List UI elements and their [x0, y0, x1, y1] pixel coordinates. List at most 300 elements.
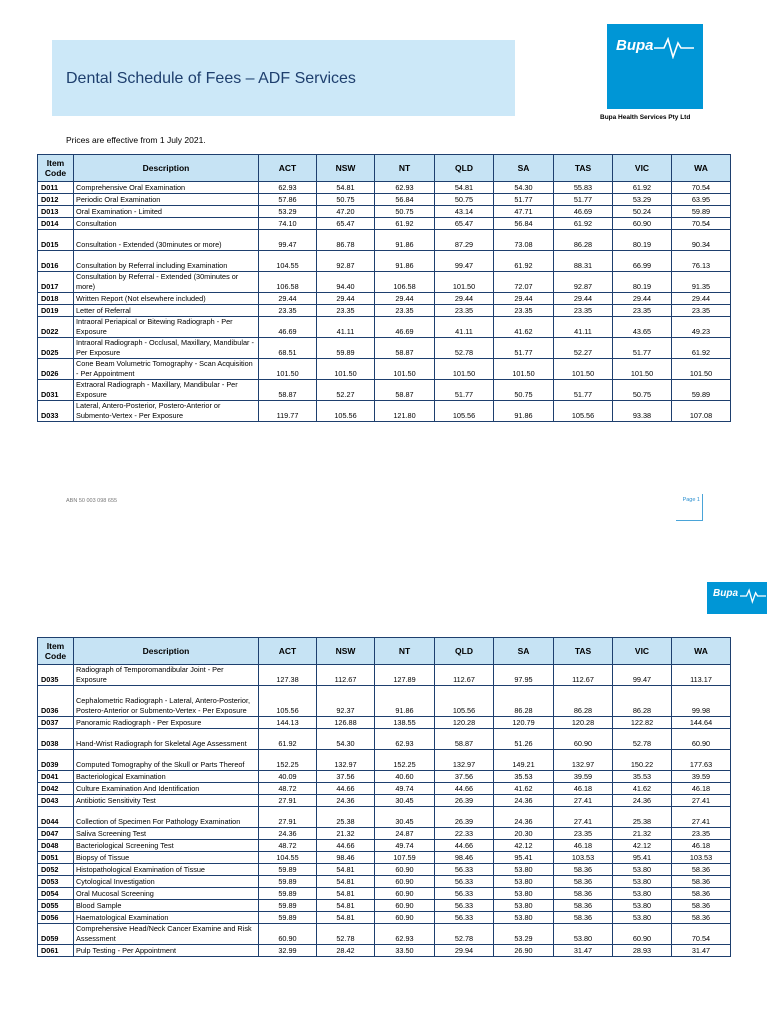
fee-vic: 53.80: [613, 900, 672, 912]
fee-act: 119.77: [259, 401, 317, 422]
item-code: D022: [38, 317, 74, 338]
fee-wa: 101.50: [672, 359, 731, 380]
item-code: D035: [38, 665, 74, 686]
item-description: Lateral, Antero-Posterior, Postero-Anterior or Submento-Vertex - Per Exposure: [74, 401, 259, 422]
fee-wa: 49.23: [672, 317, 731, 338]
fee-act: 144.13: [259, 717, 317, 729]
table-row: [38, 293, 731, 305]
item-description: Intraoral Periapical or Bitewing Radiograph - Per Exposure: [74, 317, 259, 338]
bupa-logo-text: Bupa: [616, 37, 654, 54]
fee-wa: 58.36: [672, 864, 731, 876]
item-code: D044: [38, 807, 74, 828]
fee-nsw: 54.81: [317, 182, 375, 194]
table-row: [38, 359, 731, 380]
table-row: [38, 852, 731, 864]
table-row: [38, 924, 731, 945]
fee-nsw: 132.97: [317, 750, 375, 771]
item-code: D052: [38, 864, 74, 876]
fee-sa: 29.44: [494, 293, 554, 305]
table-body: [38, 182, 731, 422]
item-code: D061: [38, 945, 74, 957]
fee-sa: 53.80: [494, 912, 554, 924]
page-number: Page 1: [682, 497, 700, 503]
fee-wa: 177.63: [672, 750, 731, 771]
fee-wa: 144.64: [672, 717, 731, 729]
item-code: D013: [38, 206, 74, 218]
table-row: [38, 828, 731, 840]
fee-wa: 58.36: [672, 900, 731, 912]
fee-nt: 56.84: [375, 194, 435, 206]
fee-nt: 62.93: [375, 182, 435, 194]
item-description: Consultation - Extended (30minutes or more): [74, 230, 259, 251]
fee-tas: 31.47: [554, 945, 613, 957]
abn-text: ABN 50 003 098 655: [66, 498, 118, 504]
item-description: Computed Tomography of the Skull or Parts Thereof: [74, 750, 259, 771]
column-header: WA: [672, 155, 731, 182]
table-row: [38, 771, 731, 783]
fee-nt: 40.60: [375, 771, 435, 783]
fee-tas: 92.87: [554, 272, 613, 293]
item-description: Cephalometric Radiograph - Lateral, Antero-Posterior, Postero-Anterior or Submento-Vertex - Per Exposure: [74, 686, 259, 717]
item-description: Oral Mucosal Screening: [74, 888, 259, 900]
column-header: Description: [74, 155, 259, 182]
item-description: Culture Examination And Identification: [74, 783, 259, 795]
fee-tas: 29.44: [554, 293, 613, 305]
fee-sa: 23.35: [494, 305, 554, 317]
table-row: [38, 876, 731, 888]
table-row: [38, 218, 731, 230]
column-header: VIC: [613, 155, 672, 182]
fee-nt: 121.80: [375, 401, 435, 422]
fee-wa: 70.54: [672, 218, 731, 230]
item-description: Periodic Oral Examination: [74, 194, 259, 206]
column-header: WA: [672, 638, 731, 665]
fee-nt: 50.75: [375, 206, 435, 218]
fee-tas: 58.36: [554, 864, 613, 876]
fee-nt: 138.55: [375, 717, 435, 729]
fee-qld: 120.28: [435, 717, 494, 729]
table-row: [38, 945, 731, 957]
fee-act: 99.47: [259, 230, 317, 251]
fee-nt: 29.44: [375, 293, 435, 305]
fee-sa: 42.12: [494, 840, 554, 852]
fee-qld: 56.33: [435, 900, 494, 912]
fee-act: 106.58: [259, 272, 317, 293]
item-code: D036: [38, 686, 74, 717]
fee-act: 104.55: [259, 852, 317, 864]
table-row: [38, 272, 731, 293]
fee-wa: 46.18: [672, 783, 731, 795]
table-row: [38, 251, 731, 272]
fee-sa: 53.80: [494, 900, 554, 912]
fee-tas: 58.36: [554, 912, 613, 924]
fee-sa: 50.75: [494, 380, 554, 401]
fee-nsw: 25.38: [317, 807, 375, 828]
fee-wa: 103.53: [672, 852, 731, 864]
fee-wa: 27.41: [672, 807, 731, 828]
fee-nsw: 98.46: [317, 852, 375, 864]
fee-act: 59.89: [259, 912, 317, 924]
fee-nsw: 126.88: [317, 717, 375, 729]
fee-sa: 41.62: [494, 783, 554, 795]
fee-nsw: 44.66: [317, 840, 375, 852]
fee-vic: 51.77: [613, 338, 672, 359]
table-row: [38, 900, 731, 912]
item-code: D041: [38, 771, 74, 783]
fee-tas: 58.36: [554, 876, 613, 888]
table-row: [38, 401, 731, 422]
title-band: [52, 40, 515, 116]
column-header: ACT: [259, 638, 317, 665]
item-code: D031: [38, 380, 74, 401]
fee-nt: 60.90: [375, 864, 435, 876]
fee-vic: 28.93: [613, 945, 672, 957]
page-title: Dental Schedule of Fees – ADF Services: [66, 70, 356, 87]
item-code: D048: [38, 840, 74, 852]
fee-wa: 46.18: [672, 840, 731, 852]
fee-qld: 112.67: [435, 665, 494, 686]
fee-nt: 49.74: [375, 840, 435, 852]
fee-nt: 60.90: [375, 876, 435, 888]
fee-qld: 23.35: [435, 305, 494, 317]
fee-wa: 31.47: [672, 945, 731, 957]
fee-table-page-2: [37, 637, 731, 957]
fee-act: 60.90: [259, 924, 317, 945]
fee-act: 53.29: [259, 206, 317, 218]
fee-sa: 53.80: [494, 876, 554, 888]
table-row: [38, 783, 731, 795]
item-description: Intraoral Radiograph - Occlusal, Maxillary, Mandibular - Per Exposure: [74, 338, 259, 359]
fee-nsw: 50.75: [317, 194, 375, 206]
fee-sa: 72.07: [494, 272, 554, 293]
fee-act: 48.72: [259, 840, 317, 852]
fee-act: 61.92: [259, 729, 317, 750]
fee-tas: 101.50: [554, 359, 613, 380]
fee-vic: 21.32: [613, 828, 672, 840]
fee-qld: 37.56: [435, 771, 494, 783]
fee-nt: 107.59: [375, 852, 435, 864]
fee-act: 62.93: [259, 182, 317, 194]
table-row: [38, 750, 731, 771]
column-header: VIC: [613, 638, 672, 665]
table-row: [38, 912, 731, 924]
table-row: [38, 729, 731, 750]
fee-tas: 27.41: [554, 807, 613, 828]
fee-wa: 99.98: [672, 686, 731, 717]
fee-tas: 88.31: [554, 251, 613, 272]
fee-nt: 60.90: [375, 900, 435, 912]
fee-sa: 91.86: [494, 401, 554, 422]
item-description: Hand-Wrist Radiograph for Skeletal Age Assessment: [74, 729, 259, 750]
fee-qld: 54.81: [435, 182, 494, 194]
fee-vic: 53.80: [613, 864, 672, 876]
fee-act: 105.56: [259, 686, 317, 717]
item-description: Bacteriological Screening Test: [74, 840, 259, 852]
fee-qld: 52.78: [435, 924, 494, 945]
fee-wa: 23.35: [672, 828, 731, 840]
item-description: Oral Examination - Limited: [74, 206, 259, 218]
table-row: [38, 795, 731, 807]
item-code: D059: [38, 924, 74, 945]
fee-vic: 53.80: [613, 888, 672, 900]
item-code: D025: [38, 338, 74, 359]
table-row: [38, 864, 731, 876]
fee-nt: 127.89: [375, 665, 435, 686]
fee-nsw: 94.40: [317, 272, 375, 293]
fee-vic: 50.75: [613, 380, 672, 401]
fee-table-page-1: [37, 154, 731, 422]
fee-qld: 52.78: [435, 338, 494, 359]
item-code: D056: [38, 912, 74, 924]
fee-tas: 132.97: [554, 750, 613, 771]
item-description: Pulp Testing - Per Appointment: [74, 945, 259, 957]
fee-act: 101.50: [259, 359, 317, 380]
item-code: D015: [38, 230, 74, 251]
column-header: QLD: [435, 155, 494, 182]
heartbeat-icon: [654, 37, 694, 59]
fee-nsw: 105.56: [317, 401, 375, 422]
fee-nsw: 24.36: [317, 795, 375, 807]
fee-tas: 60.90: [554, 729, 613, 750]
column-header: TAS: [554, 155, 613, 182]
page-number-box: [676, 494, 703, 521]
fee-sa: 41.62: [494, 317, 554, 338]
column-header: Item Code: [38, 155, 74, 182]
fee-nt: 152.25: [375, 750, 435, 771]
fee-wa: 29.44: [672, 293, 731, 305]
item-description: Bacteriological Examination: [74, 771, 259, 783]
fee-wa: 91.35: [672, 272, 731, 293]
fee-vic: 93.38: [613, 401, 672, 422]
fee-wa: 63.95: [672, 194, 731, 206]
fee-qld: 58.87: [435, 729, 494, 750]
table-row: [38, 317, 731, 338]
fee-qld: 26.39: [435, 795, 494, 807]
table-row: [38, 686, 731, 717]
fee-wa: 23.35: [672, 305, 731, 317]
fee-sa: 24.36: [494, 807, 554, 828]
fee-vic: 95.41: [613, 852, 672, 864]
fee-qld: 51.77: [435, 380, 494, 401]
fee-vic: 53.80: [613, 876, 672, 888]
fee-act: 59.89: [259, 888, 317, 900]
item-description: Histopathological Examination of Tissue: [74, 864, 259, 876]
fee-tas: 46.18: [554, 840, 613, 852]
fee-vic: 24.36: [613, 795, 672, 807]
fee-tas: 58.36: [554, 888, 613, 900]
item-code: D016: [38, 251, 74, 272]
fee-qld: 22.33: [435, 828, 494, 840]
fee-vic: 53.29: [613, 194, 672, 206]
item-code: D054: [38, 888, 74, 900]
fee-nsw: 54.81: [317, 876, 375, 888]
item-code: D051: [38, 852, 74, 864]
column-header: Item Code: [38, 638, 74, 665]
item-code: D042: [38, 783, 74, 795]
fee-nsw: 54.30: [317, 729, 375, 750]
fee-vic: 122.82: [613, 717, 672, 729]
item-code: D047: [38, 828, 74, 840]
fee-vic: 52.78: [613, 729, 672, 750]
fee-sa: 51.77: [494, 194, 554, 206]
fee-qld: 101.50: [435, 359, 494, 380]
fee-act: 59.89: [259, 864, 317, 876]
fee-act: 32.99: [259, 945, 317, 957]
effective-date-note: Prices are effective from 1 July 2021.: [66, 135, 206, 145]
fee-act: 24.36: [259, 828, 317, 840]
fee-vic: 25.38: [613, 807, 672, 828]
fee-tas: 58.36: [554, 900, 613, 912]
fee-sa: 51.26: [494, 729, 554, 750]
item-description: Consultation by Referral including Examination: [74, 251, 259, 272]
column-header: NT: [375, 638, 435, 665]
fee-wa: 107.08: [672, 401, 731, 422]
item-code: D011: [38, 182, 74, 194]
item-description: Extraoral Radiograph - Maxillary, Mandibular - Per Exposure: [74, 380, 259, 401]
fee-act: 40.09: [259, 771, 317, 783]
fee-wa: 59.89: [672, 206, 731, 218]
fee-wa: 113.17: [672, 665, 731, 686]
column-header: NT: [375, 155, 435, 182]
table-header-row: [38, 155, 731, 182]
fee-nsw: 29.44: [317, 293, 375, 305]
fee-wa: 70.54: [672, 924, 731, 945]
item-description: Antibiotic Sensitivity Test: [74, 795, 259, 807]
fee-sa: 24.36: [494, 795, 554, 807]
fee-nsw: 54.81: [317, 912, 375, 924]
fee-qld: 29.94: [435, 945, 494, 957]
fee-nsw: 44.66: [317, 783, 375, 795]
fee-nsw: 86.78: [317, 230, 375, 251]
fee-nt: 23.35: [375, 305, 435, 317]
fee-tas: 112.67: [554, 665, 613, 686]
fee-sa: 53.80: [494, 888, 554, 900]
fee-qld: 98.46: [435, 852, 494, 864]
fee-nt: 30.45: [375, 807, 435, 828]
fee-nt: 60.90: [375, 888, 435, 900]
item-description: Comprehensive Oral Examination: [74, 182, 259, 194]
heartbeat-icon: [740, 588, 766, 604]
fee-nt: 58.87: [375, 338, 435, 359]
fee-sa: 61.92: [494, 251, 554, 272]
fee-sa: 97.95: [494, 665, 554, 686]
fee-nt: 60.90: [375, 912, 435, 924]
item-description: Haematological Examination: [74, 912, 259, 924]
fee-qld: 132.97: [435, 750, 494, 771]
fee-qld: 65.47: [435, 218, 494, 230]
fee-tas: 23.35: [554, 305, 613, 317]
fee-vic: 42.12: [613, 840, 672, 852]
fee-nsw: 21.32: [317, 828, 375, 840]
fee-tas: 41.11: [554, 317, 613, 338]
fee-sa: 26.90: [494, 945, 554, 957]
fee-qld: 26.39: [435, 807, 494, 828]
fee-vic: 60.90: [613, 924, 672, 945]
fee-qld: 43.14: [435, 206, 494, 218]
bupa-logo-text: Bupa: [713, 588, 738, 599]
fee-wa: 58.36: [672, 912, 731, 924]
table-row: [38, 194, 731, 206]
item-code: D053: [38, 876, 74, 888]
fee-qld: 44.66: [435, 783, 494, 795]
item-code: D055: [38, 900, 74, 912]
table-body: [38, 665, 731, 957]
table-row: [38, 305, 731, 317]
fee-vic: 150.22: [613, 750, 672, 771]
fee-nsw: 41.11: [317, 317, 375, 338]
column-header: SA: [494, 638, 554, 665]
item-description: Collection of Specimen For Pathology Examination: [74, 807, 259, 828]
fee-tas: 46.69: [554, 206, 613, 218]
bupa-logo-small: [707, 582, 767, 614]
fee-sa: 95.41: [494, 852, 554, 864]
item-code: D039: [38, 750, 74, 771]
fee-qld: 29.44: [435, 293, 494, 305]
item-description: Blood Sample: [74, 900, 259, 912]
item-description: Written Report (Not elsewhere included): [74, 293, 259, 305]
fee-nsw: 92.37: [317, 686, 375, 717]
item-code: D014: [38, 218, 74, 230]
fee-qld: 105.56: [435, 401, 494, 422]
item-code: D038: [38, 729, 74, 750]
fee-nsw: 37.56: [317, 771, 375, 783]
fee-act: 127.38: [259, 665, 317, 686]
fee-tas: 46.18: [554, 783, 613, 795]
item-description: Letter of Referral: [74, 305, 259, 317]
fee-wa: 58.36: [672, 888, 731, 900]
company-name: Bupa Health Services Pty Ltd: [600, 114, 691, 121]
fee-qld: 44.66: [435, 840, 494, 852]
fee-vic: 50.24: [613, 206, 672, 218]
fee-vic: 99.47: [613, 665, 672, 686]
fee-sa: 53.29: [494, 924, 554, 945]
item-code: D043: [38, 795, 74, 807]
fee-vic: 66.99: [613, 251, 672, 272]
fee-tas: 52.27: [554, 338, 613, 359]
item-description: Consultation: [74, 218, 259, 230]
table-row: [38, 717, 731, 729]
fee-tas: 23.35: [554, 828, 613, 840]
fee-nt: 33.50: [375, 945, 435, 957]
table-row: [38, 807, 731, 828]
fee-nt: 91.86: [375, 251, 435, 272]
fee-tas: 105.56: [554, 401, 613, 422]
fee-act: 74.10: [259, 218, 317, 230]
fee-nsw: 23.35: [317, 305, 375, 317]
table-header-row: [38, 638, 731, 665]
fee-wa: 90.34: [672, 230, 731, 251]
fee-wa: 58.36: [672, 876, 731, 888]
fee-act: 23.35: [259, 305, 317, 317]
fee-vic: 61.92: [613, 182, 672, 194]
fee-nsw: 47.20: [317, 206, 375, 218]
fee-nt: 58.87: [375, 380, 435, 401]
fee-vic: 101.50: [613, 359, 672, 380]
fee-nsw: 52.27: [317, 380, 375, 401]
fee-vic: 53.80: [613, 912, 672, 924]
fee-nsw: 59.89: [317, 338, 375, 359]
fee-nt: 91.86: [375, 686, 435, 717]
column-header: TAS: [554, 638, 613, 665]
table-row: [38, 182, 731, 194]
fee-sa: 73.08: [494, 230, 554, 251]
fee-wa: 39.59: [672, 771, 731, 783]
item-description: Biopsy of Tissue: [74, 852, 259, 864]
item-description: Panoramic Radiograph - Per Exposure: [74, 717, 259, 729]
fee-nt: 62.93: [375, 729, 435, 750]
fee-qld: 56.33: [435, 864, 494, 876]
fee-tas: 61.92: [554, 218, 613, 230]
